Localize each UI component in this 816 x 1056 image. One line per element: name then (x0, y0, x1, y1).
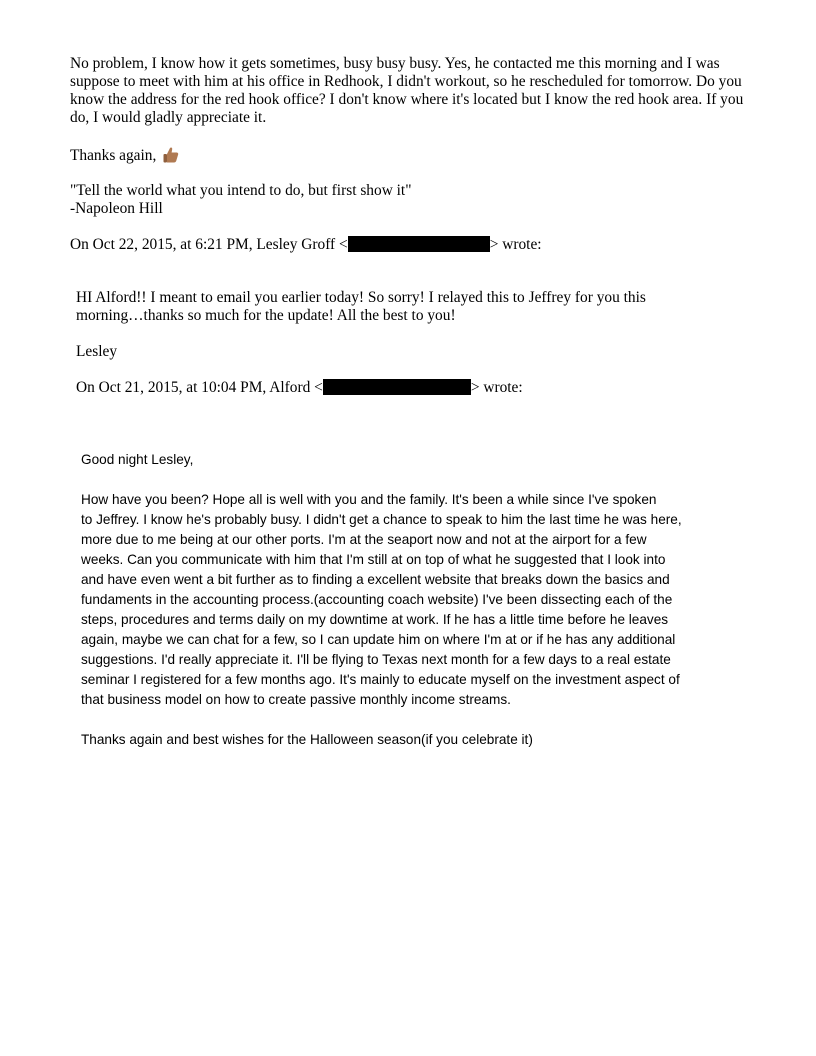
alford-line: fundaments in the accounting process.(accounting coach website) I've been dissecting each of the (81, 592, 673, 607)
lesley-body: HI Alford!! I meant to email you earlier today! So sorry! I relayed this to Jeffrey for you this morning…thanks so much for the update! All the best to you! (76, 289, 646, 324)
header2-prefix: On Oct 21, 2015, at 10:04 PM, Alford < (76, 379, 323, 396)
lesley-signature (76, 343, 117, 361)
quote-author: -Napoleon Hill (70, 200, 163, 217)
quoted-header-2 (76, 379, 523, 397)
signature-text: Lesley (76, 343, 118, 360)
alford-line: again, maybe we can chat for a few, so I can update him on where I'm at or if he has any additional (81, 632, 676, 647)
quote-block (70, 182, 412, 218)
reply-block (70, 55, 760, 127)
redacted-email-1 (348, 236, 490, 252)
reply-paragraph: No problem, I know how it gets sometimes, busy busy busy. Yes, he contacted me this morning and I was suppose to meet with him at his office in Redhook, I didn't workout, so he rescheduled for tomorrow. Do you know the address for the red hook office? I don't know where it's located but I know the red hook area. If you do, I would gladly appreciate it. (70, 55, 744, 126)
header1-suffix: > wrote: (489, 236, 542, 253)
thanks-text: Thanks again, (70, 147, 157, 164)
alford-line: that business model on how to create passive monthly income streams. (81, 692, 511, 707)
alford-line: seminar I registered for a few months ago. It's mainly to educate myself on the investment aspect of (81, 672, 680, 687)
alford-message (81, 450, 781, 750)
alford-line: to Jeffrey. I know he's probably busy. I didn't get a chance to speak to him the last time he was here, (81, 512, 682, 527)
alford-line: more due to me being at our other ports. I'm at the seaport now and not at the airport for a few (81, 532, 647, 547)
header1-prefix: On Oct 22, 2015, at 6:21 PM, Lesley Groff < (70, 236, 348, 253)
alford-line: suggestions. I'd really appreciate it. I'll be flying to Texas next month for a few days to a real estate (81, 652, 671, 667)
quote-text: "Tell the world what you intend to do, but first show it" (70, 182, 412, 199)
lesley-message (76, 289, 716, 325)
thumbs-up-icon (162, 146, 180, 164)
alford-line: How have you been? Hope all is well with you and the family. It's been a while since I've spoken (81, 492, 657, 507)
header2-suffix: > wrote: (470, 379, 523, 396)
thanks-line (70, 146, 180, 165)
redacted-email-2 (323, 379, 471, 395)
alford-greeting: Good night Lesley, (81, 452, 194, 467)
alford-line: and have even went a bit further as to finding a excellent website that breaks down the basics and (81, 572, 670, 587)
quoted-header-1 (70, 236, 542, 254)
alford-line: steps, procedures and terms daily on my downtime at work. If he has a little time before he leaves (81, 612, 669, 627)
alford-line: weeks. Can you communicate with him that I'm still at on top of what he suggested that I look into (81, 552, 666, 567)
alford-closing: Thanks again and best wishes for the Halloween season(if you celebrate it) (81, 732, 533, 747)
